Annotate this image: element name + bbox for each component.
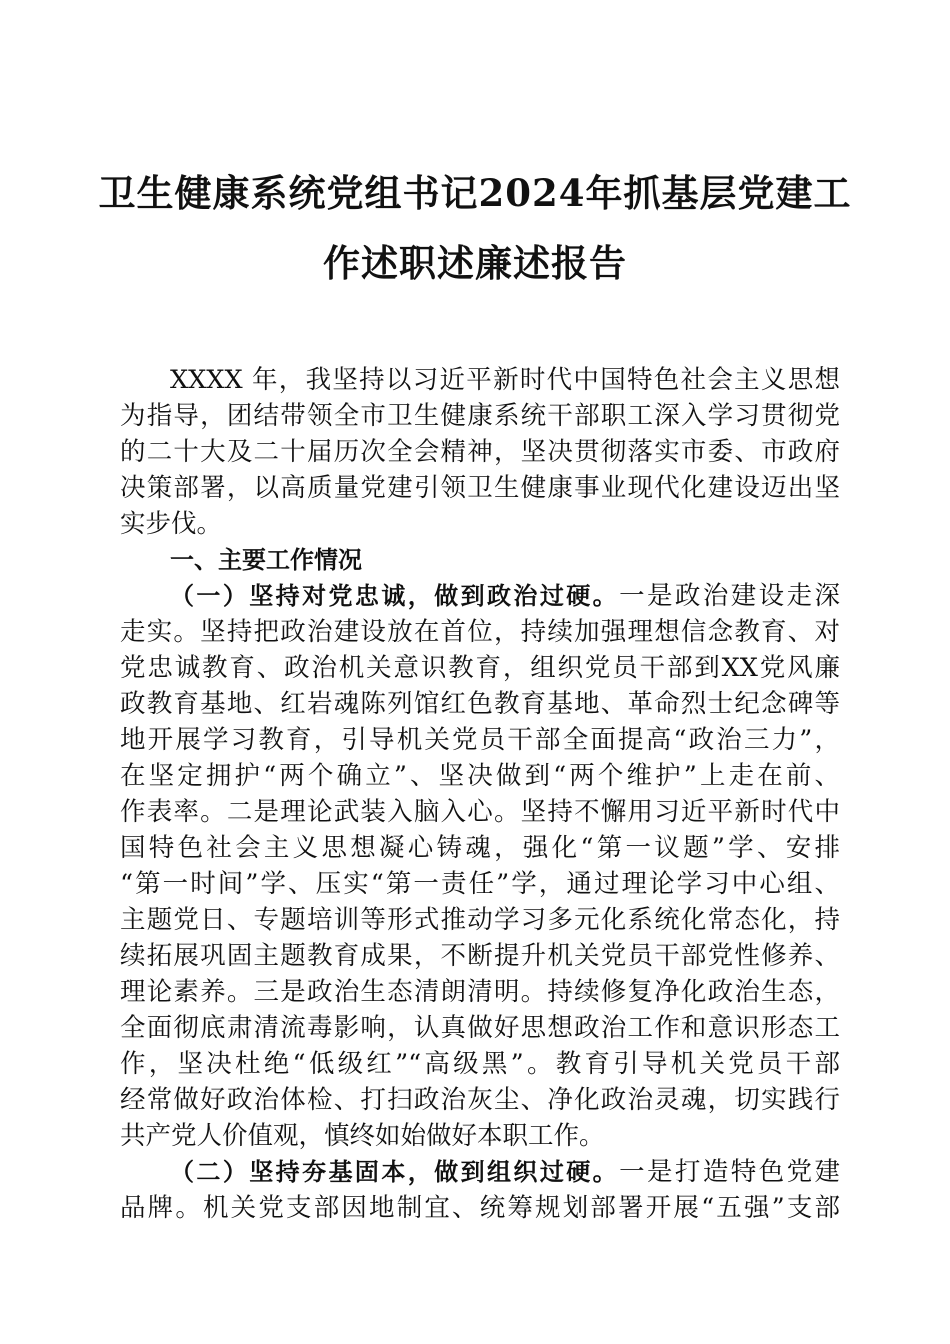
part2-line: 品牌。机关党支部因地制宜、统筹规划部署开展“五强”支部 (120, 1193, 840, 1223)
part1-line: 作，坚决杜绝“低级红”“高级黑”。教育引导机关党员干部 (120, 1049, 840, 1079)
intro-line: XXXX 年，我坚持以习近平新时代中国特色社会主义思想 (170, 365, 840, 395)
part1-line: 作表率。二是理论武装入脑入心。坚持不懈用习近平新时代中 (120, 797, 840, 827)
part1-line: 主题党日、专题培训等形式推动学习多元化系统化常态化，持 (120, 905, 840, 935)
intro-line: 决策部署，以高质量党建引领卫生健康事业现代化建设迈出坚 (120, 473, 840, 503)
document-title-line-2: 作述职述廉述报告 (323, 241, 627, 285)
part1-line: 经常做好政治体检、打扫政治灰尘、净化政治灵魂，切实践行 (120, 1085, 840, 1115)
document-title-line-1: 卫生健康系统党组书记2024年抓基层党建工 (98, 171, 852, 215)
part1-line: 全面彻底肃清流毒影响，认真做好思想政治工作和意识形态工 (120, 1013, 840, 1043)
part1-line: 国特色社会主义思想凝心铸魂，强化“第一议题”学、安排 (120, 833, 840, 863)
part1-first-line (120, 578, 840, 614)
part1-line: “第一时间”学、压实“第一责任”学，通过理论学习中心组、 (120, 869, 840, 899)
part2-first-line-rest: 一是打造特色党建 (619, 1157, 840, 1187)
part2-first-line (120, 1154, 840, 1190)
section-heading: 一、主要工作情况 (170, 546, 362, 574)
part1-line: 政教育基地、红岩魂陈列馆红色教育基地、革命烈士纪念碑等 (120, 689, 840, 719)
part1-subhead: （一）坚持对党忠诚，做到政治过硬。 (170, 582, 620, 610)
part2-subhead: （二）坚持夯基固本，做到组织过硬。 (170, 1158, 620, 1186)
intro-line: 实步伐。 (120, 509, 223, 539)
part1-line: 地开展学习教育，引导机关党员干部全面提高“政治三力”， (120, 725, 840, 755)
document-body (120, 362, 840, 1226)
part1-line: 理论素养。三是政治生态清朗清明。持续修复净化政治生态， (120, 977, 840, 1007)
part1-line: 续拓展巩固主题教育成果，不断提升机关党员干部党性修养、 (120, 941, 840, 971)
part1-first-line-rest: 一是政治建设走深 (619, 581, 840, 611)
part1-line: 在坚定拥护“两个确立”、坚决做到“两个维护”上走在前、 (120, 761, 840, 791)
intro-line: 为指导，团结带领全市卫生健康系统干部职工深入学习贯彻党 (120, 401, 840, 431)
part1-line: 共产党人价值观，慎终如始做好本职工作。 (120, 1121, 605, 1151)
part1-line: 走实。坚持把政治建设放在首位，持续加强理想信念教育、对 (120, 617, 840, 647)
part1-line: 党忠诚教育、政治机关意识教育，组织党员干部到XX党风廉 (120, 653, 840, 683)
intro-line: 的二十大及二十届历次全会精神，坚决贯彻落实市委、市政府 (120, 437, 840, 467)
